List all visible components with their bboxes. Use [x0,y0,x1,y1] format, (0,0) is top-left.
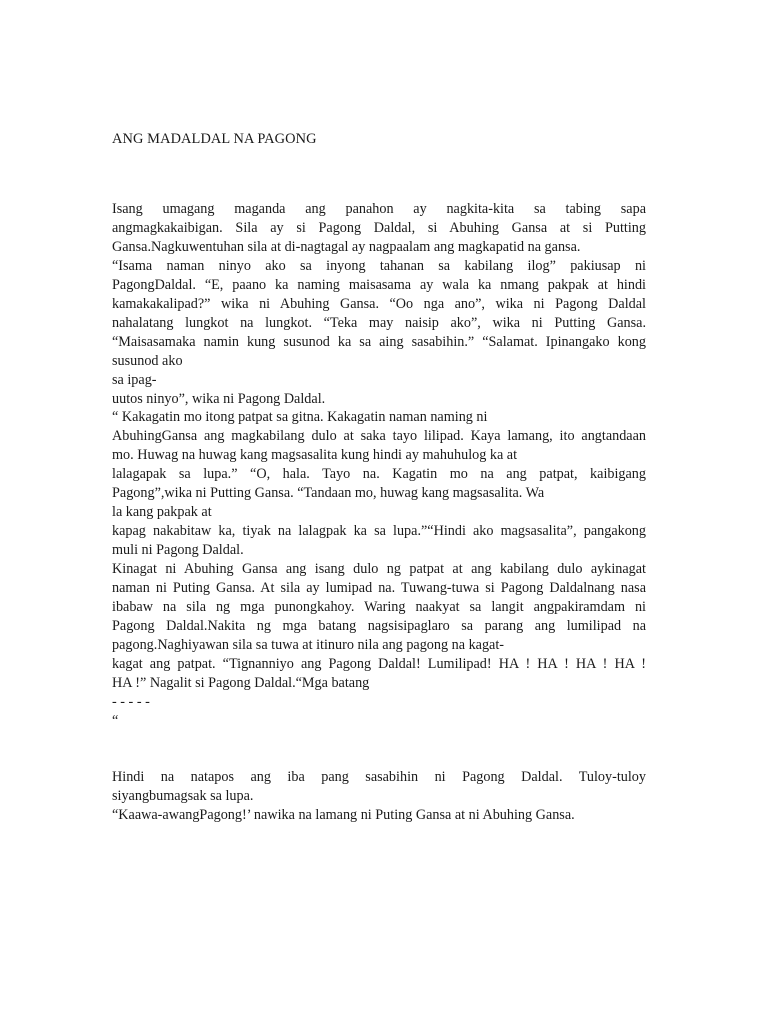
text-line: la kang pakpak at [112,504,212,520]
text-line: Isang umagang maganda ang panahon ay nagkita-kita sa tabing sapa [112,201,646,217]
text-line: sa ipag- [112,372,157,388]
text-line: Pagong Daldal.Nakita ng mga batang nagsisipaglaro sa parang ang lumilipad na [112,618,646,634]
text-line: - - - - - [112,694,150,710]
text-line: kapag nakabitaw ka, tiyak na lalagpak ka sa lupa.”“Hindi ako magsasalita”, pangakong [112,523,646,539]
text-line: kamakakalipad?” wika ni Abuhing Gansa. “Oo nga ano”, wika ni Pagong Daldal [112,296,646,312]
text-line: “ [112,713,119,729]
text-line: uutos ninyo”, wika ni Pagong Daldal. [112,391,326,407]
text-line: AbuhingGansa ang magkabilang dulo at saka tayo lilipad. Kaya lamang, ito angtandaan [112,428,646,444]
text-line: Pagong”,wika ni Putting Gansa. “Tandaan mo, huwag kang magsasalita. Wa [112,485,545,501]
text-line: “Kaawa-awangPagong!’ nawika na lamang ni Puting Gansa at ni Abuhing Gansa. [112,807,575,823]
document-title: ANG MADALDAL NA PAGONG [112,131,317,147]
text-line: angmagkakaibigan. Sila ay si Pagong Daldal, si Abuhing Gansa at si Putting [112,220,646,236]
text-line: HA !” Nagalit si Pagong Daldal.“Mga batang [112,675,370,691]
text-line: “Isama naman ninyo ako sa inyong tahanan sa kabilang ilog” pakiusap ni [112,258,646,274]
text-line: Kinagat ni Abuhing Gansa ang isang dulo ng patpat at ang kabilang dulo aykinagat [112,561,646,577]
text-line: Hindi na natapos ang iba pang sasabihin ni Pagong Daldal. Tuloy-tuloy [112,769,646,785]
text-line: siyangbumagsak sa lupa. [112,788,254,804]
text-line: naman ni Puting Gansa. At sila ay lumipad na. Tuwang-tuwa si Pagong Daldalnang nasa [112,580,646,596]
text-line: nahalatang lungkot na lungkot. “Teka may naisip ako”, wika ni Putting Gansa. [112,315,646,331]
text-line: lalagapak sa lupa.” “O, hala. Tayo na. Kagatin mo na ang patpat, kaibigang [112,466,646,482]
paragraph-block-2 [112,408,646,731]
text-line: “Maisasamaka namin kung susunod ka sa aing sasabihin.” “Salamat. Ipinangako kong [112,334,646,350]
text-line: mo. Huwag na huwag kang magsasalita kung hindi ay mahuhulog ka at [112,447,518,463]
paragraph-block-3 [112,768,646,825]
text-line: susunod ako [112,353,183,369]
text-line: “ Kakagatin mo itong patpat sa gitna. Kakagatin naman naming ni [112,409,488,425]
text-line: pagong.Naghiyawan sila sa tuwa at itinuro nila ang pagong na kagat- [112,637,505,653]
paragraph-block-1 [112,200,646,409]
text-line: Gansa.Nagkuwentuhan sila at di-nagtagal ay nagpaalam ang magkapatid na gansa. [112,239,581,255]
text-line: muli ni Pagong Daldal. [112,542,244,558]
text-line: ibabaw na sila ng mga punongkahoy. Waring naakyat sa langit angpakiramdam ni [112,599,646,615]
text-line: kagat ang patpat. “Tignanniyo ang Pagong Daldal! Lumilipad! HA ! HA ! HA ! HA ! [112,656,646,672]
text-line: PagongDaldal. “E, paano ka naming maisasama ay wala ka nmang pakpak at hindi [112,277,646,293]
